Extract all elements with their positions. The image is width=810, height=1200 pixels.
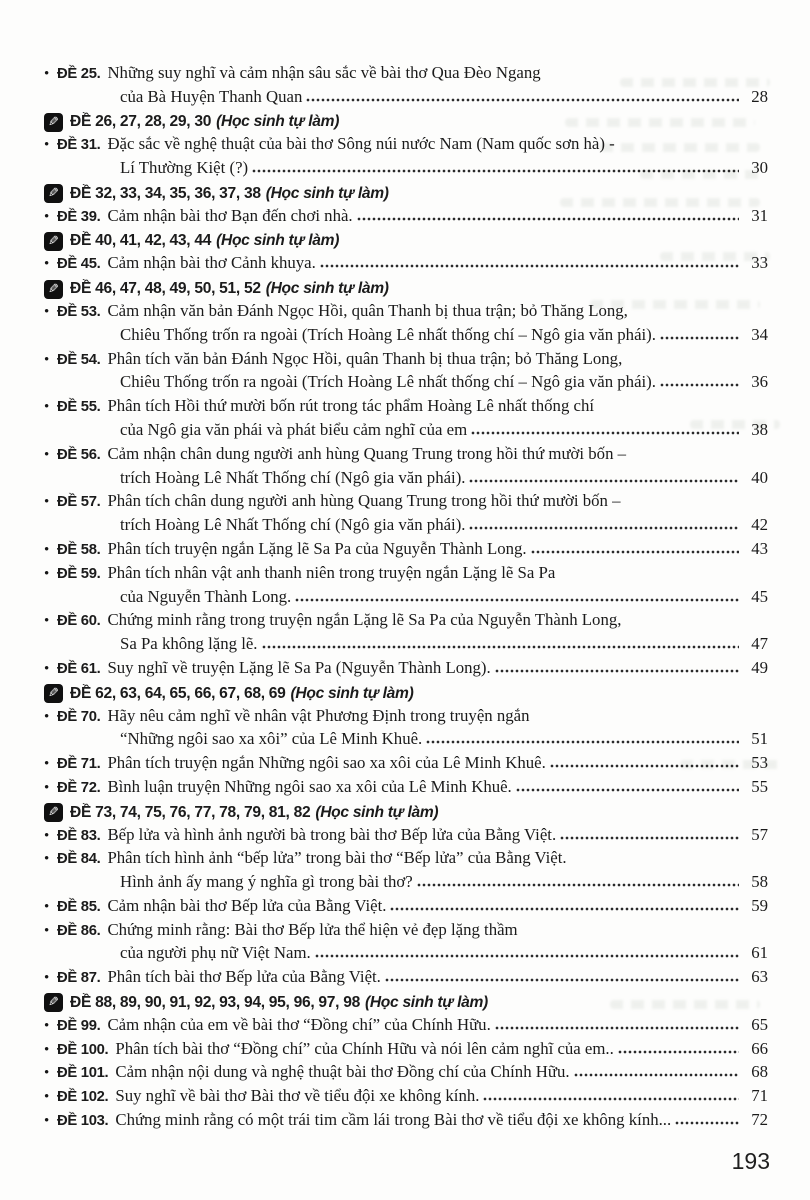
- entry-label: ĐỀ 45.: [57, 256, 101, 273]
- bullet-icon: •: [44, 1113, 50, 1130]
- entry-title: Phân tích hình ảnh “bếp lửa” trong bài thơ “Bếp lửa” của Bằng Việt.: [107, 848, 567, 868]
- bullet-icon: •: [44, 494, 50, 511]
- entry-label: ĐỀ 86.: [57, 922, 101, 939]
- entry-page-number: 38: [751, 419, 768, 439]
- entry-label: ĐỀ 100.: [57, 1041, 109, 1058]
- group-label: ĐỀ 62, 63, 64, 65, 66, 67, 68, 69: [70, 684, 286, 702]
- bullet-icon: •: [44, 708, 50, 725]
- dot-leader: [252, 169, 739, 173]
- pencil-badge: [44, 280, 63, 299]
- entry-title: Sa Pa không lặng lẽ.: [120, 634, 258, 654]
- bullet-icon: •: [44, 660, 50, 677]
- bullet-icon: •: [44, 613, 50, 630]
- entry-label: ĐỀ 57.: [57, 494, 101, 511]
- group-label: ĐỀ 88, 89, 90, 91, 92, 93, 94, 95, 96, 97, 98: [70, 993, 360, 1011]
- dot-leader: [531, 550, 739, 554]
- toc-entry-line: [44, 396, 768, 420]
- pencil-badge: [44, 684, 63, 703]
- toc-entry-line: [44, 1062, 768, 1086]
- dot-leader: [306, 98, 739, 102]
- dot-leader: [320, 264, 739, 268]
- toc-entry-line: [44, 753, 768, 777]
- group-label: ĐỀ 73, 74, 75, 76, 77, 78, 79, 81, 82: [70, 803, 311, 821]
- entry-page-number: 68: [751, 1062, 768, 1082]
- bullet-icon: •: [44, 208, 50, 225]
- entry-page-number: 51: [751, 729, 768, 749]
- dot-leader: [357, 217, 739, 221]
- toc-entry-line: [44, 87, 768, 111]
- dot-leader: [483, 1097, 739, 1101]
- toc-entry-line: [44, 158, 768, 182]
- toc-group-line: [44, 182, 768, 206]
- bullet-icon: •: [44, 303, 50, 320]
- entry-label: ĐỀ 25.: [57, 66, 101, 82]
- entry-title: “Những ngôi sao xa xôi” của Lê Minh Khuê.: [120, 729, 423, 749]
- pencil-icon: ✎: [48, 186, 59, 202]
- pencil-icon: ✎: [48, 114, 59, 130]
- toc-entry-line: [44, 777, 768, 801]
- group-label: ĐỀ 40, 41, 42, 43, 44: [70, 232, 212, 250]
- group-note: (Học sinh tự làm): [265, 184, 389, 202]
- entry-page-number: 31: [751, 205, 768, 225]
- bullet-icon: •: [44, 541, 50, 558]
- toc-entry-line: [44, 206, 768, 230]
- entry-title: Phân tích bài thơ Bếp lửa của Bằng Việt.: [107, 967, 381, 987]
- toc-entry-line: [44, 825, 768, 849]
- bullet-icon: •: [44, 66, 50, 82]
- toc-entry-line: [44, 372, 768, 396]
- dot-leader: [618, 1050, 739, 1054]
- toc-entry-line: [44, 539, 768, 563]
- entry-page-number: 42: [751, 515, 768, 535]
- entry-title: Bếp lửa và hình ảnh người bà trong bài thơ Bếp lửa của Bằng Việt.: [107, 824, 557, 844]
- bullet-icon: •: [44, 1041, 50, 1058]
- dot-leader: [417, 883, 739, 887]
- entry-title: Chiêu Thống trốn ra ngoài (Trích Hoàng Lê nhất thống chí – Ngô gia văn phái).: [120, 372, 656, 392]
- entry-label: ĐỀ 99.: [57, 1017, 101, 1034]
- entry-title: Hãy nêu cảm nghĩ về nhân vật Phương Định trong truyện ngắn: [107, 705, 530, 725]
- entry-title: Cảm nhận văn bản Đánh Ngọc Hồi, quân Thanh bị thua trận; bỏ Thăng Long,: [107, 300, 628, 320]
- entry-label: ĐỀ 70.: [57, 708, 101, 725]
- toc-entry-line: [44, 468, 768, 492]
- entry-page-number: 72: [751, 1110, 768, 1130]
- entry-page-number: 33: [751, 253, 768, 273]
- dot-leader: [574, 1073, 739, 1077]
- entry-label: ĐỀ 60.: [57, 613, 101, 630]
- entry-title: Phân tích truyện ngắn Những ngôi sao xa xôi của Lê Minh Khuê.: [107, 753, 546, 773]
- entry-label: ĐỀ 72.: [57, 779, 101, 796]
- entry-title: Bình luận truyện Những ngôi sao xa xôi của Lê Minh Khuê.: [107, 776, 512, 796]
- toc-entry-line: [44, 706, 768, 730]
- dot-leader: [660, 383, 739, 387]
- bullet-icon: •: [44, 256, 50, 273]
- entry-label: ĐỀ 101.: [57, 1065, 109, 1082]
- entry-title: Cảm nhận chân dung người anh hùng Quang Trung trong hồi thứ mười bốn –: [107, 443, 627, 463]
- toc-entry-line: [44, 896, 768, 920]
- dot-leader: [385, 978, 739, 982]
- dot-leader: [469, 479, 739, 483]
- bullet-icon: •: [44, 351, 50, 368]
- entry-title: Đặc sắc về nghệ thuật của bài thơ Sông núi nước Nam (Nam quốc sơn hà) -: [107, 134, 615, 154]
- dot-leader: [471, 431, 739, 435]
- toc-entry-line: [44, 1039, 768, 1063]
- entry-label: ĐỀ 84.: [57, 851, 101, 868]
- toc-entry-line: [44, 63, 768, 87]
- toc-entry-line: [44, 253, 768, 277]
- entry-page-number: 34: [751, 324, 768, 344]
- entry-page-number: 43: [751, 538, 768, 558]
- entry-title: Cảm nhận bài thơ Cảnh khuya.: [107, 253, 316, 273]
- group-note: (Học sinh tự làm): [216, 113, 340, 131]
- pencil-icon: ✎: [48, 805, 59, 821]
- entry-title: Cảm nhận bài thơ Bếp lửa của Bằng Việt.: [107, 895, 387, 915]
- bullet-icon: •: [44, 898, 50, 915]
- entry-title: Cảm nhận bài thơ Bạn đến chơi nhà.: [107, 205, 353, 225]
- group-note: (Học sinh tự làm): [265, 280, 389, 298]
- toc-entry-line: [44, 349, 768, 373]
- group-note: (Học sinh tự làm): [216, 232, 340, 250]
- dot-leader: [469, 526, 739, 530]
- toc-entry-line: [44, 563, 768, 587]
- dot-leader: [660, 336, 739, 340]
- entry-title: Hình ảnh ấy mang ý nghĩa gì trong bài thơ?: [120, 872, 413, 892]
- entry-title: Phân tích văn bản Đánh Ngọc Hồi, quân Thanh bị thua trận; bỏ Thăng Long,: [107, 348, 623, 368]
- pencil-badge: [44, 803, 63, 822]
- entry-page-number: 47: [751, 634, 768, 654]
- dot-leader: [495, 1026, 739, 1030]
- entry-page-number: 40: [751, 467, 768, 487]
- toc-entry-line: [44, 587, 768, 611]
- toc-group-line: [44, 682, 768, 706]
- entry-title: Phân tích Hồi thứ mười bốn rút trong tác phẩm Hoàng Lê nhất thống chí: [107, 396, 595, 416]
- entry-page-number: 49: [751, 657, 768, 677]
- bullet-icon: •: [44, 1089, 50, 1106]
- bullet-icon: •: [44, 137, 50, 154]
- entry-label: ĐỀ 58.: [57, 541, 101, 558]
- entry-title: Phân tích nhân vật anh thanh niên trong truyện ngắn Lặng lẽ Sa Pa: [107, 562, 556, 582]
- pencil-icon: ✎: [48, 281, 59, 297]
- entry-label: ĐỀ 55.: [57, 399, 101, 416]
- dot-leader: [550, 764, 739, 768]
- entry-title: Chứng minh rằng có một trái tim cầm lái trong Bài thơ về tiểu đội xe không kính...: [115, 1110, 672, 1130]
- entry-title: Phân tích bài thơ “Đồng chí” của Chính Hữu và nói lên cảm nghĩ của em..: [115, 1038, 614, 1058]
- entry-page-number: 66: [751, 1038, 768, 1058]
- entry-page-number: 57: [751, 824, 768, 844]
- entry-label: ĐỀ 31.: [57, 137, 101, 154]
- entry-page-number: 65: [751, 1014, 768, 1034]
- toc-entry-line: [44, 848, 768, 872]
- toc-entry-line: [44, 943, 768, 967]
- entry-page-number: 55: [751, 776, 768, 796]
- entry-title: của người phụ nữ Việt Nam.: [120, 943, 311, 963]
- entry-title: Cảm nhận nội dung và nghệ thuật bài thơ Đồng chí của Chính Hữu.: [115, 1062, 570, 1082]
- toc-entry-line: [44, 134, 768, 158]
- pencil-icon: ✎: [48, 233, 59, 249]
- group-note: (Học sinh tự làm): [315, 803, 439, 821]
- entry-label: ĐỀ 102.: [57, 1089, 109, 1106]
- pencil-badge: [44, 113, 63, 132]
- toc-entry-line: [44, 515, 768, 539]
- bullet-icon: •: [44, 827, 50, 844]
- entry-label: ĐỀ 53.: [57, 303, 101, 320]
- toc-entry-line: [44, 325, 768, 349]
- entry-title: Cảm nhận của em về bài thơ “Đồng chí” của Chính Hữu.: [107, 1014, 491, 1034]
- toc-entry-line: [44, 420, 768, 444]
- dot-leader: [262, 645, 740, 649]
- entry-page-number: 36: [751, 372, 768, 392]
- dot-leader: [426, 740, 739, 744]
- entry-page-number: 45: [751, 586, 768, 606]
- bullet-icon: •: [44, 851, 50, 868]
- entry-title: Suy nghĩ về bài thơ Bài thơ về tiểu đội xe không kính.: [115, 1086, 480, 1106]
- toc-group-line: [44, 801, 768, 825]
- dot-leader: [495, 669, 739, 673]
- bullet-icon: •: [44, 756, 50, 773]
- dot-leader: [675, 1121, 739, 1125]
- bullet-icon: •: [44, 565, 50, 582]
- entry-label: ĐỀ 71.: [57, 756, 101, 773]
- bullet-icon: •: [44, 922, 50, 939]
- entry-page-number: 53: [751, 753, 768, 773]
- bullet-icon: •: [44, 970, 50, 987]
- group-note: (Học sinh tự làm): [364, 993, 488, 1011]
- toc-entry-line: [44, 634, 768, 658]
- toc-entry-line: [44, 1110, 768, 1134]
- entry-title: của Ngô gia văn phái và phát biểu cảm nghĩ của em: [120, 419, 468, 439]
- dot-leader: [295, 598, 739, 602]
- group-label: ĐỀ 26, 27, 28, 29, 30: [70, 113, 212, 131]
- entry-title: Suy nghĩ về truyện Lặng lẽ Sa Pa (Nguyễn Thành Long).: [107, 657, 491, 677]
- toc-group-line: [44, 991, 768, 1015]
- entry-page-number: 61: [751, 943, 768, 963]
- entry-title: Phân tích chân dung người anh hùng Quang Trung trong hồi thứ mười bốn –: [107, 491, 621, 511]
- entry-title: trích Hoàng Lê Nhất Thống chí (Ngô gia văn phái).: [120, 467, 466, 487]
- toc-group-line: [44, 277, 768, 301]
- entry-title: của Bà Huyện Thanh Quan: [120, 86, 303, 106]
- entry-page-number: 59: [751, 895, 768, 915]
- toc-group-line: [44, 111, 768, 135]
- entry-title: Những suy nghĩ và cảm nhận sâu sắc về bài thơ Qua Đèo Ngang: [107, 63, 541, 82]
- group-label: ĐỀ 46, 47, 48, 49, 50, 51, 52: [70, 280, 261, 298]
- bullet-icon: •: [44, 1065, 50, 1082]
- bullet-icon: •: [44, 1017, 50, 1034]
- dot-leader: [390, 907, 739, 911]
- entry-title: Chứng minh rằng: Bài thơ Bếp lửa thể hiện vẻ đẹp lặng thầm: [107, 919, 518, 939]
- entry-label: ĐỀ 59.: [57, 565, 101, 582]
- pencil-badge: [44, 993, 63, 1012]
- toc-entry-line: [44, 610, 768, 634]
- pencil-badge: [44, 232, 63, 251]
- toc-entry-line: [44, 967, 768, 991]
- toc-entry-line: [44, 729, 768, 753]
- entry-label: ĐỀ 61.: [57, 660, 101, 677]
- entry-title: Chứng minh rằng trong truyện ngắn Lặng lẽ Sa Pa của Nguyễn Thành Long,: [107, 610, 622, 630]
- pencil-icon: ✎: [48, 686, 59, 702]
- entry-page-number: 71: [751, 1086, 768, 1106]
- entry-label: ĐỀ 83.: [57, 827, 101, 844]
- entry-label: ĐỀ 56.: [57, 446, 101, 463]
- entry-label: ĐỀ 39.: [57, 208, 101, 225]
- toc-entry-line: [44, 1015, 768, 1039]
- entry-label: ĐỀ 103.: [57, 1113, 109, 1130]
- toc-entry-line: [44, 444, 768, 468]
- dot-leader: [315, 954, 739, 958]
- group-note: (Học sinh tự làm): [290, 684, 414, 702]
- toc-entry-line: [44, 872, 768, 896]
- entry-title: Phân tích truyện ngắn Lặng lẽ Sa Pa của Nguyễn Thành Long.: [107, 538, 527, 558]
- entry-page-number: 30: [751, 158, 768, 178]
- bullet-icon: •: [44, 779, 50, 796]
- pencil-icon: ✎: [48, 995, 59, 1011]
- toc-entry-line: [44, 920, 768, 944]
- entry-title: trích Hoàng Lê Nhất Thống chí (Ngô gia văn phái).: [120, 515, 466, 535]
- toc-group-line: [44, 230, 768, 254]
- entry-label: ĐỀ 87.: [57, 970, 101, 987]
- bullet-icon: •: [44, 446, 50, 463]
- bullet-icon: •: [44, 399, 50, 416]
- entry-page-number: 58: [751, 872, 768, 892]
- entry-title: của Nguyễn Thành Long.: [120, 586, 292, 606]
- toc-entry-line: [44, 658, 768, 682]
- toc-entry-line: [44, 301, 768, 325]
- toc-entry-line: [44, 1086, 768, 1110]
- page-number: 193: [731, 1148, 770, 1174]
- dot-leader: [560, 836, 739, 840]
- entry-label: ĐỀ 54.: [57, 351, 101, 368]
- entry-title: Lí Thường Kiệt (?): [120, 158, 249, 178]
- toc-list: [44, 63, 768, 1134]
- entry-page-number: 63: [751, 967, 768, 987]
- dot-leader: [516, 788, 739, 792]
- pencil-badge: [44, 184, 63, 203]
- entry-label: ĐỀ 85.: [57, 898, 101, 915]
- group-label: ĐỀ 32, 33, 34, 35, 36, 37, 38: [70, 184, 261, 202]
- entry-title: Chiêu Thống trốn ra ngoài (Trích Hoàng Lê nhất thống chí – Ngô gia văn phái).: [120, 324, 656, 344]
- entry-page-number: 28: [751, 86, 768, 106]
- toc-entry-line: [44, 491, 768, 515]
